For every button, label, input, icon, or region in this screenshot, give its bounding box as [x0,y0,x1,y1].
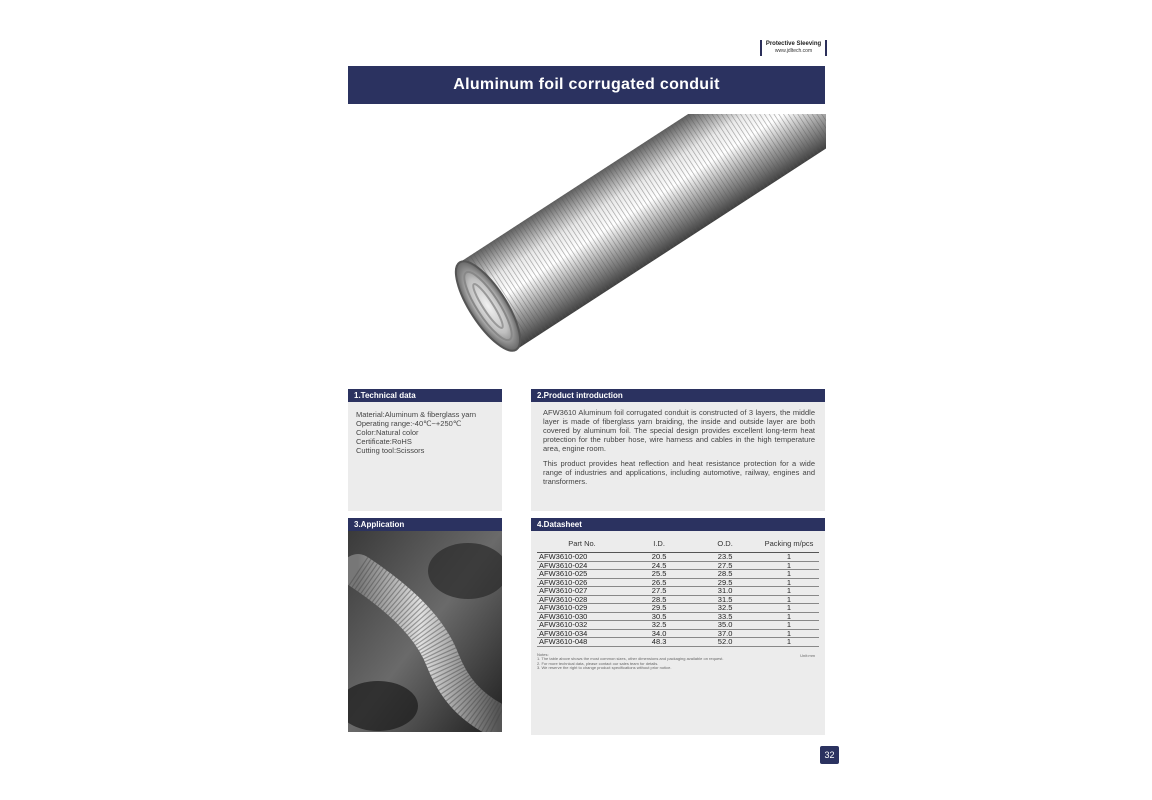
part-no-cell: AFW3610-026 [537,578,627,587]
part-no-cell: AFW3610-029 [537,604,627,613]
od-cell: 32.5 [691,604,759,613]
packing-cell: 1 [759,553,819,562]
header-category-tag [760,40,827,56]
technical-data-list [348,402,502,455]
technical-line: Material:Aluminum & fiberglass yarn [356,410,477,419]
datasheet-table [537,536,819,647]
page-number: 32 [820,746,839,764]
od-cell: 28.5 [691,570,759,579]
datasheet-heading: 4.Datasheet [531,518,825,531]
id-cell: 34.0 [627,629,691,638]
table-row [537,621,819,630]
od-cell: 29.5 [691,578,759,587]
column-header: Packing m/pcs [759,536,819,553]
application-section [348,518,502,735]
technical-data-section [348,389,502,511]
datasheet-notes [537,653,819,671]
od-cell: 23.5 [691,553,759,562]
column-header: Part No. [537,536,627,553]
part-no-cell: AFW3610-024 [537,561,627,570]
column-header: O.D. [691,536,759,553]
column-header: I.D. [627,536,691,553]
id-cell: 32.5 [627,621,691,630]
unit-label: Unit:mm [800,652,815,658]
table-row [537,553,819,562]
notes-title: Notes: [537,651,549,657]
datasheet-section [531,518,825,735]
part-no-cell: AFW3610-020 [537,553,627,562]
header-website: www.jdltech.com [774,48,813,54]
technical-data-heading: 1.Technical data [348,389,502,402]
packing-cell: 1 [759,578,819,587]
application-photo [348,531,502,732]
table-row [537,587,819,596]
od-cell: 31.0 [691,587,759,596]
id-cell: 24.5 [627,561,691,570]
packing-cell: 1 [759,629,819,638]
od-cell: 27.5 [691,561,759,570]
part-no-cell: AFW3610-032 [537,621,627,630]
od-cell: 35.0 [691,621,759,630]
table-row [537,604,819,613]
application-heading: 3.Application [348,518,502,531]
part-no-cell: AFW3610-034 [537,629,627,638]
id-cell: 26.5 [627,578,691,587]
packing-cell: 1 [759,612,819,621]
technical-line: Cutting tool:Scissors [356,446,425,455]
packing-cell: 1 [759,587,819,596]
id-cell: 20.5 [627,553,691,562]
packing-cell: 1 [759,570,819,579]
product-introduction-section [531,389,825,511]
od-cell: 52.0 [691,638,759,647]
header-category: Protective Sleeving [765,41,822,47]
id-cell: 30.5 [627,612,691,621]
packing-cell: 1 [759,561,819,570]
introduction-paragraph: AFW3610 Aluminum foil corrugated conduit is constructed of 3 layers, the middle layer is made of fiberglass yarn braiding, the inside and outside layer are both covered by aluminum foil. The special design provides excellent long-term heat protection for the rubber hose, wire harness and cables in the high temperature area, engine room. [543,408,815,453]
datasheet-body [537,553,819,647]
table-header-row [537,536,819,553]
technical-line: Operating range:-40℃~+250℃ [356,419,462,428]
part-no-cell: AFW3610-028 [537,595,627,604]
note-line: 1. The table above shows the most common sizes, other dimensions and packaging available on request. [537,656,724,661]
table-row [537,638,819,647]
id-cell: 25.5 [627,570,691,579]
part-no-cell: AFW3610-030 [537,612,627,621]
product-introduction-heading: 2.Product introduction [531,389,825,402]
id-cell: 29.5 [627,604,691,613]
introduction-paragraph: This product provides heat reflection and heat resistance protection for a wide range of industries and applications, including automotive, railway, engines and transformers. [543,459,815,486]
packing-cell: 1 [759,595,819,604]
technical-line: Certificate:RoHS [356,437,412,446]
id-cell: 28.5 [627,595,691,604]
part-no-cell: AFW3610-027 [537,587,627,596]
id-cell: 48.3 [627,638,691,647]
conduit-product-image [448,114,826,362]
id-cell: 27.5 [627,587,691,596]
technical-line: Color:Natural color [356,428,419,437]
note-line: 2. For more technical data, please contact our sales team for details. [537,660,659,666]
packing-cell: 1 [759,638,819,647]
packing-cell: 1 [759,604,819,613]
od-cell: 33.5 [691,612,759,621]
table-row [537,570,819,579]
page-title: Aluminum foil corrugated conduit [348,66,825,104]
note-line: 3. We reserve the right to change product specifications without prior notice. [537,665,672,670]
part-no-cell: AFW3610-048 [537,638,627,647]
od-cell: 37.0 [691,629,759,638]
od-cell: 31.5 [691,595,759,604]
packing-cell: 1 [759,621,819,630]
part-no-cell: AFW3610-025 [537,570,627,579]
